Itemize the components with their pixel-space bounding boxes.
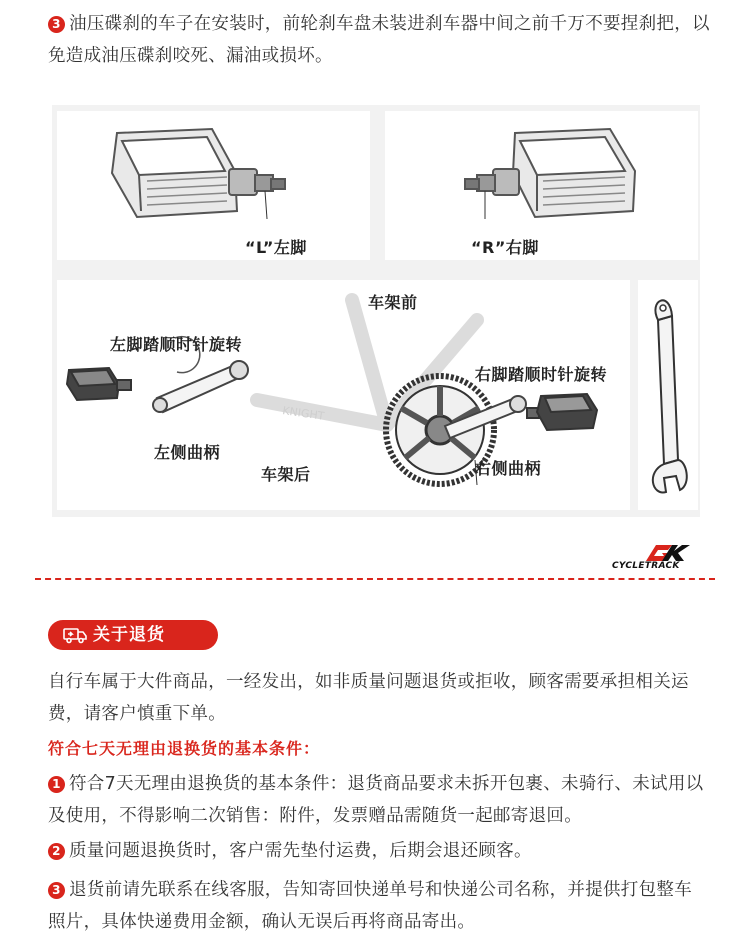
item-number-badge: 1	[48, 776, 65, 793]
item-number-badge: 3	[48, 882, 65, 899]
pedal-installation-figure	[52, 105, 700, 517]
condition-item-2	[48, 835, 708, 867]
wrench-icon	[638, 280, 698, 510]
note-number-badge: 3	[48, 16, 65, 33]
returns-section-header	[48, 620, 218, 650]
right-crank-label: 右侧曲柄	[475, 459, 542, 478]
svg-text:KNIGHT: KNIGHT	[281, 404, 326, 423]
delivery-truck-icon	[62, 626, 88, 644]
right-pedal-panel	[385, 111, 698, 260]
item-number-badge: 2	[48, 843, 65, 860]
note-text: 油压碟刹的车子在安装时，前轮刹车盘未装进刹车器中间之前千万不要捏刹把，以免造成油压碟刹咬死、漏油或损坏。	[48, 14, 710, 66]
left-pedal-panel	[57, 111, 370, 260]
returns-section-title: 关于退货	[93, 625, 165, 645]
frame-front-label: 车架前	[368, 293, 418, 312]
frame-rear-label: 车架后	[261, 465, 311, 484]
installation-note	[48, 8, 718, 72]
condition-item-1	[48, 768, 708, 832]
conditions-heading: 符合七天无理由退换货的基本条件：	[48, 739, 321, 758]
condition-item-3	[48, 874, 708, 938]
left-rotate-label: 左脚踏顺时针旋转	[110, 335, 243, 354]
condition-item-text: 符合7天无理由退换货的基本条件：退货商品要求未拆开包裹、未骑行、未试用以及使用，不得影响二次销售：附件，发票赠品需随货一起邮寄退回。	[48, 774, 704, 826]
left-crank-label: 左侧曲柄	[154, 443, 221, 462]
right-pedal-illustration	[385, 111, 698, 260]
right-pedal-label: “R”右脚	[471, 238, 539, 257]
returns-intro: 自行车属于大件商品，一经发出，如非质量问题退货或拒收，顾客需要承担相关运费，请客户慎重下单。	[48, 672, 689, 724]
bike-frame-illustration	[57, 280, 630, 510]
crank-panel	[57, 280, 630, 510]
left-pedal-illustration	[57, 111, 370, 260]
condition-item-text: 质量问题退换货时，客户需先垫付运费，后期会退还顾客。	[69, 841, 532, 861]
right-rotate-label: 右脚踏顺时针旋转	[475, 365, 608, 384]
condition-item-text: 退货前请先联系在线客服，告知寄回快递单号和快递公司名称，并提供打包整车照片，具体快递费用金额，确认无误后再将商品寄出。	[48, 880, 692, 932]
brand-wordmark: CYCLETRACK	[612, 561, 680, 571]
left-pedal-label: “L”左脚	[245, 238, 307, 257]
dashed-divider	[35, 578, 715, 580]
wrench-panel	[638, 280, 698, 510]
